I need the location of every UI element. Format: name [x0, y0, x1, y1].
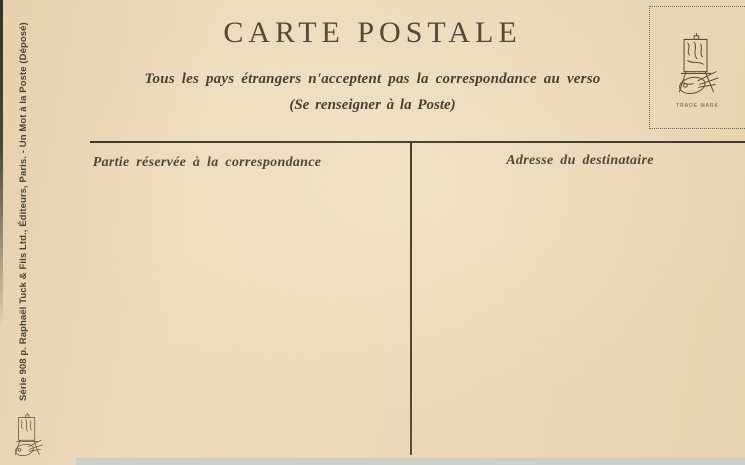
easel-palette-trademark-icon: [668, 33, 724, 101]
card-bottom-edge: [76, 458, 745, 465]
card-title: CARTE POSTALE: [223, 16, 522, 49]
section-divider-line: [410, 142, 412, 455]
correspondence-section-header: Partie réservée à la correspondance: [92, 155, 322, 170]
trademark-label: TRADE MARK: [676, 103, 719, 109]
foreign-countries-notice: Tous les pays étrangers n'acceptent pas la correspondance au verso: [144, 71, 601, 87]
address-section-header: Adresse du destinataire: [506, 153, 654, 168]
easel-palette-logo-icon: [7, 413, 47, 461]
header-divider-line: [90, 141, 745, 143]
post-office-note: (Se renseigner à la Poste): [289, 97, 456, 113]
publisher-imprint: Série 908 p. Raphaël Tuck & Fils Ltd., Éditeurs, Paris. - Un Mot à la Poste (Déposé): [18, 22, 29, 401]
stamp-box: [649, 6, 745, 129]
